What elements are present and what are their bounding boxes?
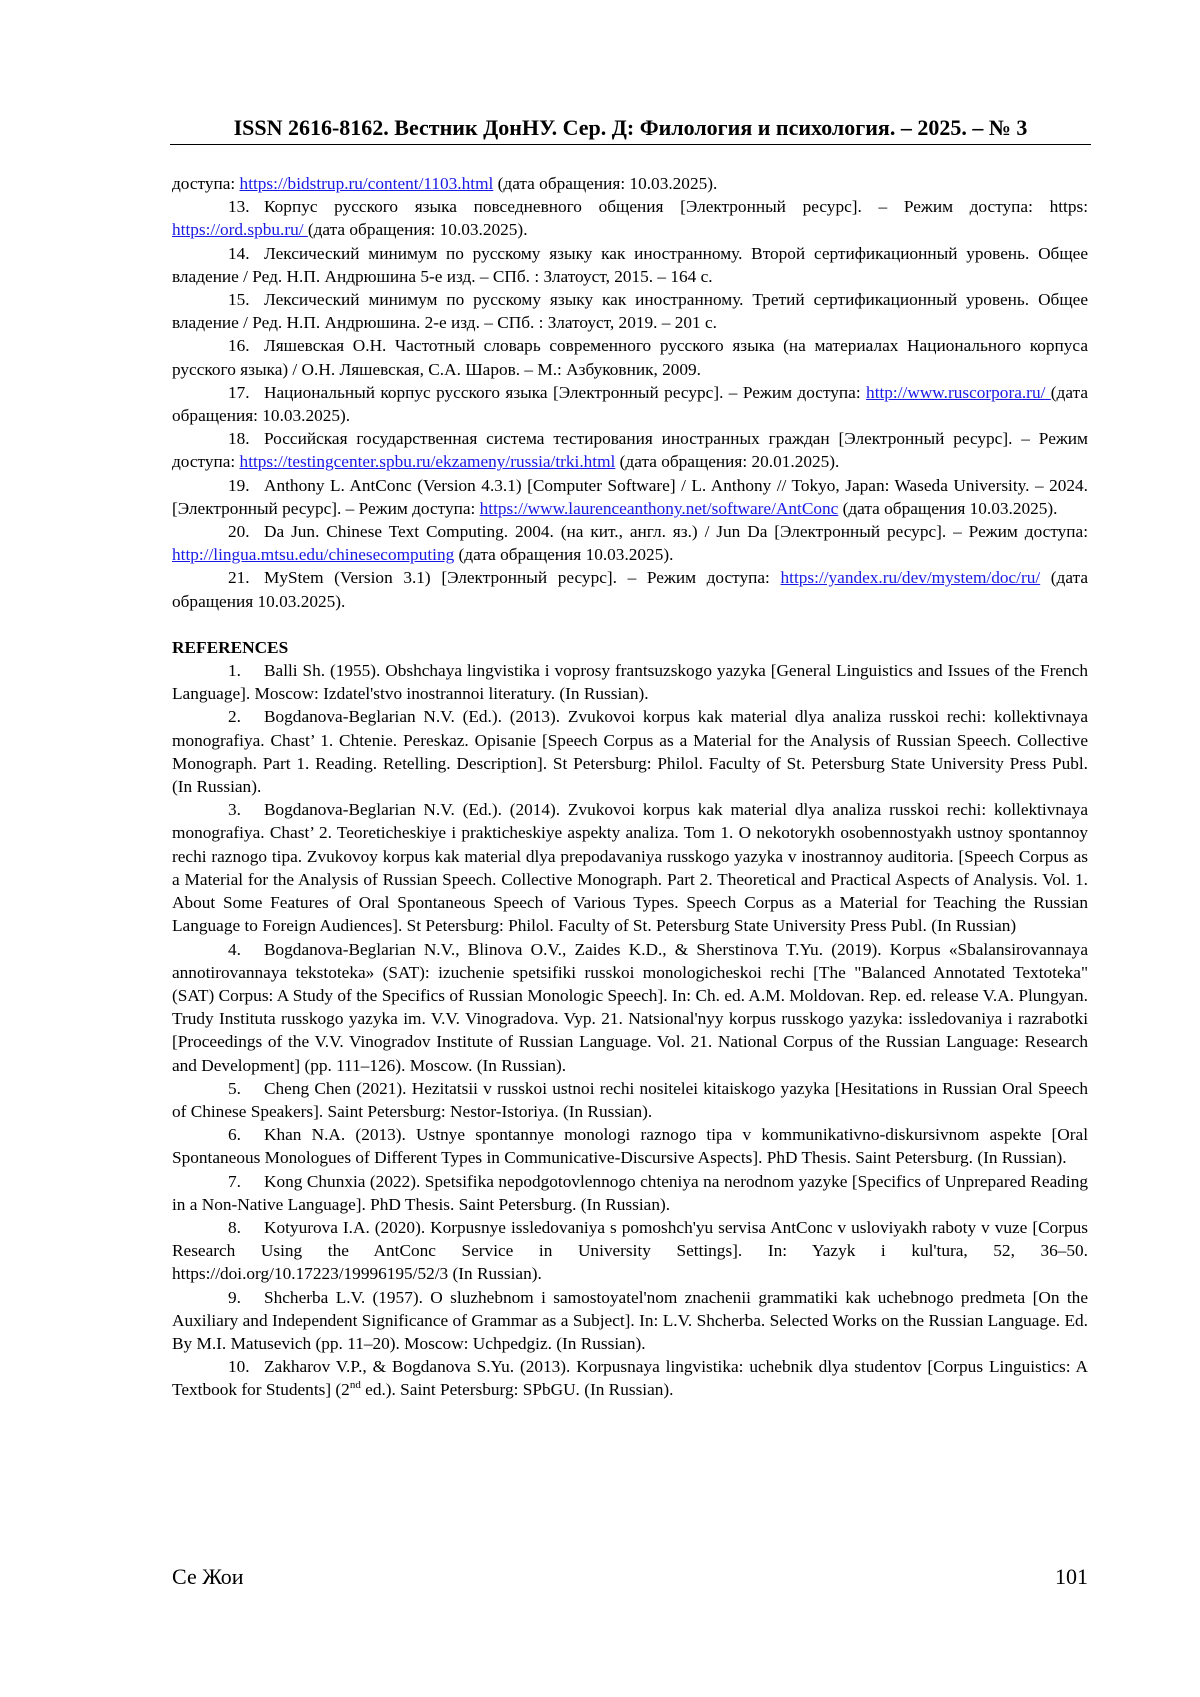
entry-text: Корпус русского языка повседневного общения [Электронный ресурс]. – Режим доступа: https:: [264, 197, 1088, 217]
item-number: 13.: [228, 197, 250, 217]
item-number: 2.: [228, 707, 241, 727]
entry-text: Лексический минимум по русскому языку как иностранному. Второй сертификационный уровень. Общее владение / Ред. Н.П. Андрюшина 5-е изд. – СПб. : Златоуст, 2015. – 164 с.: [172, 243, 1088, 286]
item-number: 19.: [228, 475, 250, 495]
bibliography-item: [172, 195, 1088, 241]
item-number: 20.: [228, 522, 250, 542]
entry-link[interactable]: https://www.laurenceanthony.net/software/AntConc: [479, 498, 839, 518]
entry-link[interactable]: https://yandex.ru/dev/mystem/doc/ru/: [780, 568, 1041, 588]
bibliography-item: [172, 334, 1088, 380]
bibliography-item: [172, 242, 1088, 288]
reference-item: [172, 1286, 1088, 1356]
reference-text: Kong Chunxia (2022). Spetsifika nepodgotovlennogo chteniya na nerodnom yazyke [Specifics of Unprepared Reading in a Non-Native Language]. PhD Thesis. Saint Petersburg. (In Russian).: [172, 1171, 1088, 1214]
item-number: 7.: [228, 1171, 241, 1191]
bibliography-item: [172, 427, 1088, 473]
reference-item: [172, 1355, 1088, 1401]
item-number: 10.: [228, 1357, 250, 1377]
reference-text: Balli Sh. (1955). Obshchaya lingvistika i voprosy frantsuzskogo yazyka [General Linguistics and Issues of the French Language]. Moscow: Izdatel'stvo inostrannoi literatury. (In Russian).: [172, 661, 1088, 704]
entry-link[interactable]: http://www.ruscorpora.ru/: [866, 382, 1051, 402]
entry-link[interactable]: http://lingua.mtsu.edu/chinesecomputing: [172, 545, 455, 565]
running-header: ISSN 2616-8162. Вестник ДонНУ. Сер. Д: Филология и психология. – 2025. – № 3: [233, 115, 1028, 140]
entry-text-after: (дата обращения: 10.03.2025).: [172, 382, 1089, 426]
entry-text-after: (дата обращения: 10.03.2025).: [307, 220, 528, 240]
item-number: 1.: [228, 661, 241, 681]
reference-text-tail: ed.). Saint Petersburg: SPbGU. (In Russian).: [360, 1380, 674, 1400]
entry-text: Лексический минимум по русскому языку как иностранному. Третий сертификационный уровень. Общее владение / Ред. Н.П. Андрюшина. 2-е изд. – СПб. : Златоуст, 2019. – 201 с.: [172, 290, 1088, 333]
superscript: nd: [349, 1379, 361, 1392]
entry-text: Национальный корпус русского языка [Электронный ресурс]. – Режим доступа:: [264, 382, 867, 402]
reference-item: [172, 659, 1088, 705]
entry-text: Российская государственная система тестирования иностранных граждан [Электронный ресурс]. – Режим доступа:: [172, 429, 1088, 472]
item-number: 4.: [228, 939, 241, 959]
item-number: 14.: [228, 243, 250, 263]
entry-link[interactable]: https://ord.spbu.ru/: [172, 220, 308, 240]
reference-item: [172, 1123, 1088, 1169]
bibliography-item: [172, 288, 1088, 334]
item-number: 16.: [228, 336, 250, 356]
entry-text-after: (дата обращения 10.03.2025).: [454, 545, 674, 565]
entry-text-after: (дата обращения 10.03.2025).: [172, 568, 1089, 611]
item-number: 8.: [228, 1217, 241, 1237]
entry-text: доступа:: [172, 174, 240, 193]
reference-text: Shcherba L.V. (1957). O sluzhebnom i samostoyatel'nom znachenii grammatiki kak uchebnogo predmeta [On the Auxiliary and Independent Significance of Grammar as a Subject]. In: L.V. Shcherba. Selected Works on the Russian Language. Ed. By M.I. Matusevich (pp. 11–20). Moscow: Uchpedgiz. (In Russian).: [172, 1287, 1088, 1353]
entry-link[interactable]: https://bidstrup.ru/content/1103.html: [239, 174, 494, 193]
entry-text: MyStem (Version 3.1) [Электронный ресурс]. – Режим доступа:: [264, 568, 781, 588]
reference-text: Bogdanova-Beglarian N.V., Blinova O.V., Zaides K.D., & Sherstinova T.Yu. (2019). Korpus «Sbalansirovannaya annotirovannaya tekstoteka» (SAT): izuchenie spetsifiki russkoi monologicheskoi rechi [The "Balanced Annotated Textoteka" (SAT) Corpus: A Study of the Specifics of Russian Monologic Speech]. In: Ch. ed. A.M. Moldovan. Rep. ed. release V.A. Plungyan. Trudy Instituta russkogo yazyka im. V.V. Vinogradova. Vyp. 21. Natsional'nyy korpus russkogo yazyka: issledovaniya i razrabotki [Proceedings of the V.V. Vinogradov Institute of Russian Language. Vol. 21. National Corpus of the Russian Language: Research and Development] (pp. 111–126). Moscow. (In Russian).: [172, 939, 1088, 1075]
entry-text-after: (дата обращения 10.03.2025).: [838, 498, 1058, 518]
item-number: 3.: [228, 800, 241, 820]
reference-item: [172, 938, 1088, 1077]
article-body: [172, 172, 1088, 1402]
footer-author: Се Жои: [172, 1564, 244, 1589]
reference-text: Khan N.A. (2013). Ustnye spontannye monologi raznogo tipa v kommunikativno-diskursivnom aspekte [Oral Spontaneous Monologues of Different Types in Communicative-Discursive Aspects]. PhD Thesis. Saint Petersburg. (In Russian).: [172, 1125, 1088, 1168]
section-gap: [172, 613, 1088, 636]
reference-item: [172, 1170, 1088, 1216]
bibliography-item: [172, 474, 1088, 520]
entry-text: Anthony L. AntConc (Version 4.3.1) [Computer Software] / L. Anthony // Tokyo, Japan: Waseda University. – 2024. [Электронный ресурс]. – Режим доступа:: [172, 475, 1088, 518]
entry-text: Da Jun. Chinese Text Computing. 2004. (на кит., англ. яз.) / Jun Da [Электронный ресурс]. – Режим доступа:: [264, 522, 1088, 542]
bibliography-item: [172, 566, 1088, 612]
references-heading: REFERENCES: [172, 637, 289, 657]
reference-item: [172, 1077, 1088, 1123]
reference-item: [172, 798, 1088, 937]
entry-text: Ляшевская О.Н. Частотный словарь современного русского языка (на материалах Национального корпуса русского языка) / О.Н. Ляшевская, С.А. Шаров. – М.: Азбуковник, 2009.: [172, 336, 1088, 379]
reference-text: Kotyurova I.A. (2020). Korpusnye issledovaniya s pomoshch'yu servisa AntConc v usloviyakh raboty v vuze [Corpus Research Using the AntConc Service in University Settings]. In: Yazyk i kul'tura, 52, 36–50. https://doi.org/10.17223/19996195/52/3 (In Russian).: [172, 1217, 1088, 1284]
reference-item: [172, 705, 1088, 798]
item-number: 15.: [228, 290, 250, 310]
reference-text: Zakharov V.P., & Bogdanova S.Yu. (2013). Korpusnaya lingvistika: uchebnik dlya studentov [Corpus Linguistics: A Textbook for Students] (2: [172, 1357, 1088, 1400]
item-number: 5.: [228, 1078, 241, 1098]
entry-text-after: (дата обращения: 20.01.2025).: [615, 452, 840, 472]
reference-text: Bogdanova-Beglarian N.V. (Ed.). (2013). Zvukovoi korpus kak material dlya analiza russkoi rechi: kollektivnaya monografiya. Chast’ 1. Chtenie. Pereskaz. Opisanie [Speech Corpus as a Material for the Analysis of Russian Speech. Collective Monograph. Part 1. Reading. Retelling. Description]. St Petersburg: Philol. Faculty of St. Petersburg State University Press Publ. (In Russian).: [172, 707, 1088, 797]
references-list: [172, 659, 1088, 1402]
entry-text-after: (дата обращения: 10.03.2025).: [493, 174, 718, 193]
bibliography-continuation: [172, 172, 1088, 195]
item-number: 18.: [228, 429, 250, 449]
reference-text: Bogdanova-Beglarian N.V. (Ed.). (2014). Zvukovoi korpus kak material dlya analiza russkoi rechi: kollektivnaya monografiya. Chast’ 2. Teoreticheskiye i prakticheskiye aspekty analiza. Tom 1. O nekotorykh osobennostyakh ustnoy spontannoy rechi raznogo tipa. Zvukovoy korpus kak material dlya prepodavaniya russkogo yazyka v inostrannoy auditoria. [Speech Corpus as a Material for the Analysis of Russian Speech. Collective Monograph. Part 2. Theoretical and Practical Aspects of Analysis. Vol. 1. About Some Features of Oral Spontaneous Speech of Various Types. Speech Corpus as a Material for Teaching the Russian Language to Foreign Audiences]. St Petersburg: Philol. Faculty of St. Petersburg State University Press Publ. (In Russian): [172, 800, 1088, 936]
item-number: 21.: [228, 568, 250, 588]
item-number: 17.: [228, 382, 250, 402]
reference-text: Cheng Chen (2021). Hezitatsii v russkoi ustnoi rechi nositelei kitaiskogo yazyka [Hesitations in Russian Oral Speech of Chinese Speakers]. Saint Petersburg: Nestor-Istoriya. (In Russian).: [172, 1078, 1088, 1121]
entry-link[interactable]: https://testingcenter.spbu.ru/ekzameny/russia/trki.html: [239, 452, 616, 472]
page-number: 101: [1055, 1564, 1088, 1589]
bibliography-items: [172, 195, 1088, 613]
bibliography-item: [172, 381, 1088, 427]
bibliography-item: [172, 520, 1088, 566]
header-divider: [170, 144, 1091, 145]
item-number: 6.: [228, 1125, 241, 1145]
item-number: 9.: [228, 1287, 241, 1307]
reference-item: [172, 1216, 1088, 1286]
bibliography-list: [172, 172, 1088, 613]
